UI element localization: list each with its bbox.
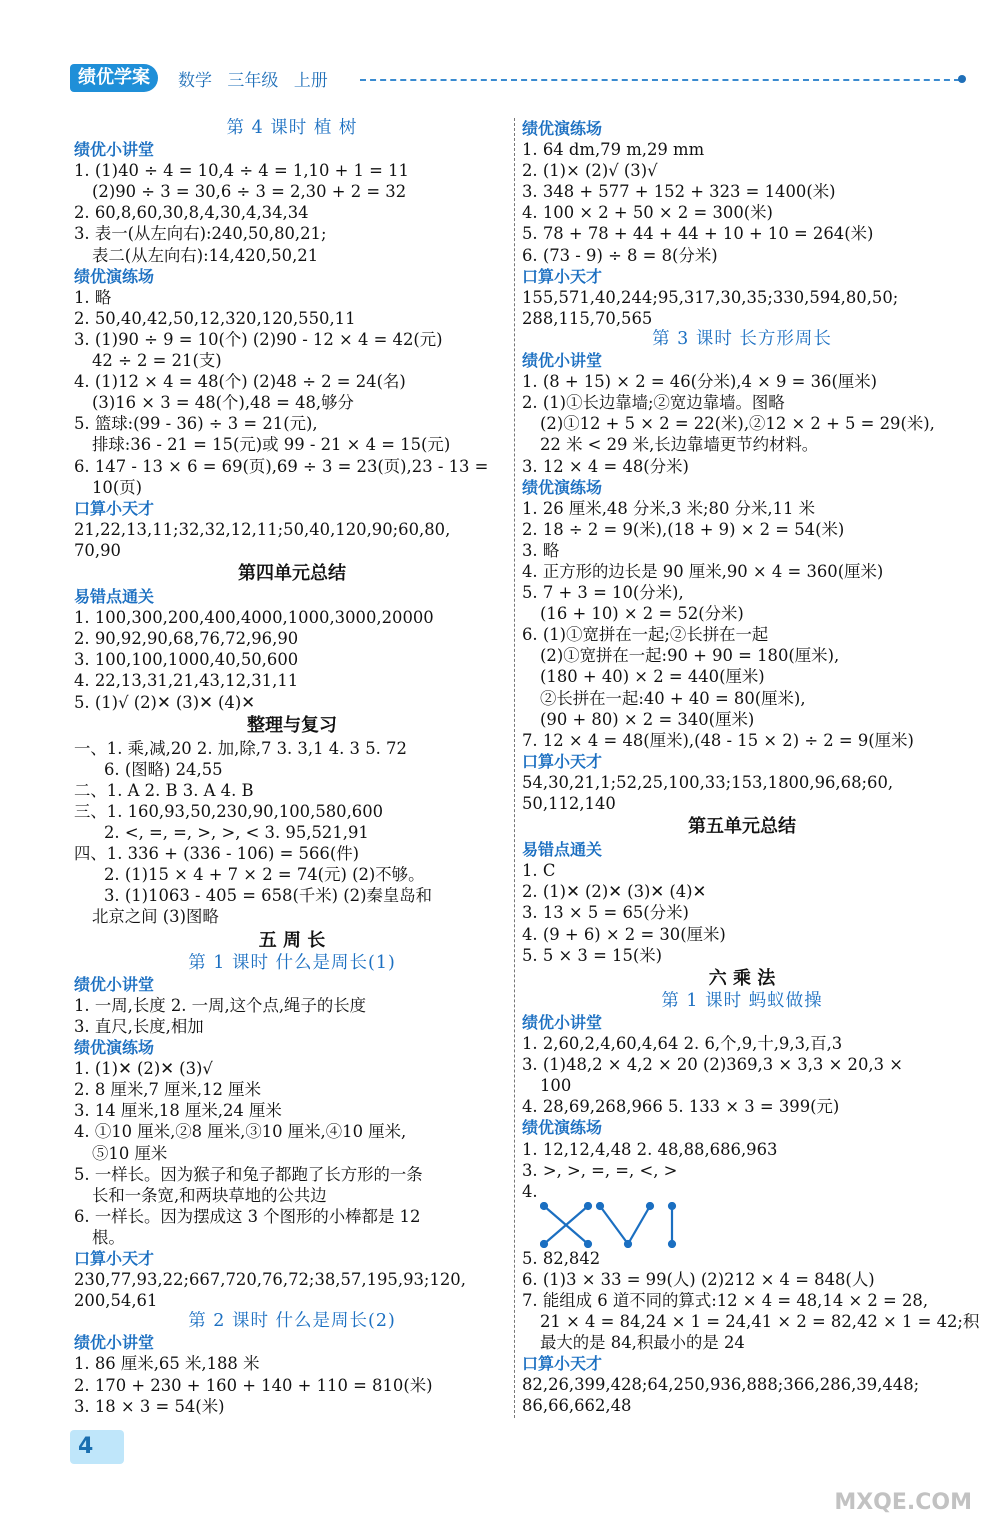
answer-line: 1. 12,12,4,48 2. 48,88,686,963 — [522, 1139, 778, 1159]
answer-line: 2. 8 厘米,7 厘米,12 厘米 — [74, 1080, 261, 1100]
section-heading: 绩优演练场 — [74, 1038, 155, 1058]
answer-line: 3. 100,100,1000,40,50,600 — [74, 650, 299, 670]
answer-line: 长和一条宽,和两块草地的公共边 — [92, 1185, 327, 1205]
answer-line: 2. 170 + 230 + 160 + 140 + 110 = 810(米) — [74, 1375, 433, 1395]
header-dashed-rule — [360, 79, 960, 81]
answer-line: 3. 直尺,长度,相加 — [74, 1016, 204, 1036]
unit-title: 五 周 长 — [258, 929, 326, 951]
answer-line: 2. 50,40,42,50,12,320,120,550,11 — [74, 308, 356, 328]
answer-line: 1. C — [522, 861, 556, 881]
answer-line: ⑤10 厘米 — [92, 1143, 168, 1163]
answer-line: 50,112,140 — [522, 794, 616, 813]
answer-line: (90 + 80) × 2 = 340(厘米) — [540, 709, 755, 729]
answer-line: 3. (1)48,2 × 4,2 × 20 (2)369,3 × 3,3 × 20,3 × — [522, 1055, 903, 1075]
unit-title: 第四单元总结 — [238, 562, 346, 584]
answer-line: 22 米 < 29 米,长边靠墙更节约材料。 — [540, 435, 819, 455]
unit-title: 第五单元总结 — [688, 816, 796, 838]
answer-line: 3. 表一(从左向右):240,50,80,21; — [74, 224, 327, 244]
section-heading: 绩优小讲堂 — [522, 1012, 603, 1032]
section-heading: 绩优演练场 — [74, 266, 155, 286]
answer-line: 2. 18 ÷ 2 = 9(米),(18 + 9) × 2 = 54(米) — [522, 519, 845, 539]
answer-line: (16 + 10) × 2 = 52(分米) — [540, 604, 744, 624]
answer-line: 86,66,662,48 — [522, 1396, 632, 1416]
lesson-title: 第 1 课时 蚂蚁做操 — [661, 990, 823, 1011]
answer-line: 6. (图略) 24,55 — [104, 759, 223, 779]
lesson-title: 第 3 课时 长方形周长 — [652, 328, 832, 349]
section-heading: 口算小天才 — [74, 498, 155, 518]
answer-line: 2. <, =, =, >, >, < 3. 95,521,91 — [104, 823, 369, 843]
column-divider — [514, 118, 515, 1418]
section-heading: 绩优小讲堂 — [522, 351, 603, 371]
answer-line: 5. 一样长。因为猴子和兔子都跑了长方形的一条 — [74, 1164, 423, 1184]
unit-title: 六 乘 法 — [708, 967, 776, 989]
answer-line: 1. 略 — [74, 287, 112, 307]
answer-line: 6. (1)3 × 33 = 99(人) (2)212 × 4 = 848(人) — [522, 1269, 875, 1289]
answer-line: 5. 7 + 3 = 10(分米), — [522, 583, 684, 603]
answer-line: 2. (1)✕ (2)✕ (3)✕ (4)✕ — [522, 882, 707, 902]
answer-line: 155,571,40,244;95,317,30,35;330,594,80,50; — [522, 287, 899, 307]
answer-line: 表二(从左向右):14,420,50,21 — [92, 245, 319, 265]
answer-line: (2)①12 + 5 × 2 = 22(米),②12 × 2 + 5 = 29(米), — [540, 414, 935, 434]
left-column — [74, 118, 510, 1417]
answer-line: 288,115,70,565 — [522, 308, 653, 328]
answer-line: 5. (1)√ (2)✕ (3)✕ (4)✕ — [74, 692, 255, 712]
page-header — [70, 62, 970, 96]
answer-line: (2)①宽拼在一起:90 + 90 = 180(厘米), — [540, 646, 840, 666]
answer-line: 100 — [540, 1076, 572, 1096]
matching-lines-icon — [540, 1202, 740, 1248]
answer-line: 1. 26 厘米,48 分米,3 米;80 分米,11 米 — [522, 498, 816, 518]
answer-line: 一、1. 乘,减,20 2. 加,除,7 3. 3,1 4. 3 5. 72 — [74, 738, 407, 758]
answer-line: 北京之间 (3)图略 — [92, 907, 219, 927]
answer-line-matching: 4. — [522, 1181, 538, 1201]
section-heading: 绩优演练场 — [522, 119, 603, 138]
answer-line: 3. (1)90 ÷ 9 = 10(个) (2)90 - 12 × 4 = 42(元) — [74, 329, 443, 349]
section-heading: 绩优演练场 — [522, 1118, 603, 1138]
section-heading: 易错点通关 — [74, 587, 155, 607]
section-heading: 口算小天才 — [522, 266, 603, 286]
answer-line: 1. 2,60,2,4,60,4,64 2. 6,个,9,十,9,3,百,3 — [522, 1034, 843, 1054]
answer-line: 3. 18 × 3 = 54(米) — [74, 1396, 225, 1416]
watermark: MXQE.COM — [834, 1490, 972, 1515]
answer-line: 排球:36 - 21 = 15(元)或 99 - 21 × 4 = 15(元) — [92, 435, 451, 455]
answer-line: 5. 78 + 78 + 44 + 44 + 10 + 10 = 264(米) — [522, 224, 874, 244]
answer-line: 230,77,93,22;667,720,76,72;38,57,195,93;120, — [74, 1270, 466, 1290]
answer-line: 6. 147 - 13 × 6 = 69(页),69 ÷ 3 = 23(页),23 - 13 = — [74, 456, 489, 476]
answer-line: (3)16 × 3 = 48(个),48 = 48,够分 — [92, 393, 354, 413]
section-heading: 绩优小讲堂 — [74, 974, 155, 994]
answer-line: 3. (1)1063 - 405 = 658(千米) (2)秦皇岛和 — [104, 886, 433, 906]
answer-line: 21,22,13,11;32,32,12,11;50,40,120,90;60,80, — [74, 519, 451, 539]
answer-line: 1. 64 dm,79 m,29 mm — [522, 140, 705, 160]
answer-line: (2)90 ÷ 3 = 30,6 ÷ 3 = 2,30 + 2 = 32 — [92, 182, 407, 202]
answer-line: (180 + 40) × 2 = 440(厘米) — [540, 667, 765, 687]
answer-line: 4. ①10 厘米,②8 厘米,③10 厘米,④10 厘米, — [74, 1122, 407, 1142]
answer-line: 5. 82,842 — [522, 1248, 601, 1268]
answer-line: 4. 28,69,268,966 5. 133 × 3 = 399(元) — [522, 1097, 840, 1117]
answer-line: 6. (73 - 9) ÷ 8 = 8(分米) — [522, 245, 718, 265]
answer-line: 1. (1)✕ (2)✕ (3)√ — [74, 1059, 213, 1079]
matching-diagram — [522, 1202, 962, 1248]
answer-line: 21 × 4 = 84,24 × 1 = 24,41 × 2 = 82,42 × 1 = 42;积 — [540, 1312, 980, 1332]
answer-line: 4. 22,13,31,21,43,12,31,11 — [74, 671, 299, 691]
answer-line: 10(页) — [92, 477, 143, 497]
answer-line: 7. 能组成 6 道不同的算式:12 × 4 = 48,14 × 2 = 28, — [522, 1290, 929, 1310]
answer-line: 三、1. 160,93,50,230,90,100,580,600 — [74, 802, 384, 821]
answer-line: 1. (1)40 ÷ 4 = 10,4 ÷ 4 = 1,10 + 1 = 11 — [74, 161, 409, 181]
answer-line: 二、1. A 2. B 3. A 4. B — [74, 780, 254, 800]
answer-line: 1. 一周,长度 2. 一周,这个点,绳子的长度 — [74, 995, 367, 1015]
answer-line: 1. (8 + 15) × 2 = 46(分米),4 × 9 = 36(厘米) — [522, 372, 878, 392]
header-dot-icon — [958, 75, 966, 83]
header-subject: 数学 — [178, 71, 212, 91]
answer-line: 6. 一样长。因为摆成这 3 个图形的小棒都是 12 — [74, 1206, 421, 1226]
answer-line: 4. (1)12 × 4 = 48(个) (2)48 ÷ 2 = 24(名) — [74, 372, 406, 392]
answer-line: 2. 60,8,60,30,8,4,30,4,34,34 — [74, 203, 309, 223]
answer-line: 四、1. 336 + (336 - 106) = 566(件) — [74, 844, 360, 864]
lesson-title: 第 4 课时 植 树 — [226, 118, 358, 138]
section-heading: 易错点通关 — [522, 840, 603, 860]
answer-line: 最大的是 84,积最小的是 24 — [540, 1333, 745, 1353]
answer-line: 根。 — [92, 1227, 125, 1247]
section-heading: 口算小天才 — [74, 1248, 155, 1268]
answer-line: 1. 86 厘米,65 米,188 米 — [74, 1354, 260, 1374]
header-grade: 三年级 — [227, 71, 279, 91]
answer-line: 54,30,21,1;52,25,100,33;153,1800,96,68;60, — [522, 772, 894, 792]
answer-line: 3. 348 + 577 + 152 + 323 = 1400(米) — [522, 182, 836, 202]
answer-line: 4. 正方形的边长是 90 厘米,90 × 4 = 360(厘米) — [522, 561, 884, 581]
header-info — [178, 66, 328, 91]
answer-line: 42 ÷ 2 = 21(支) — [92, 351, 222, 371]
section-heading: 口算小天才 — [522, 1354, 603, 1374]
brand-logo: 绩优学案 — [70, 64, 158, 92]
answer-line: 2. 90,92,90,68,76,72,96,90 — [74, 629, 299, 649]
page-number: 4 — [70, 1430, 124, 1464]
answer-line: 5. 5 × 3 = 15(米) — [522, 945, 663, 965]
answer-line: 6. (1)①宽拼在一起;②长拼在一起 — [522, 625, 769, 645]
answer-line: 7. 12 × 4 = 48(厘米),(48 - 15 × 2) ÷ 2 = 9(厘米) — [522, 730, 914, 750]
answer-line: ②长拼在一起:40 + 40 = 80(厘米), — [540, 688, 806, 708]
section-heading: 口算小天才 — [522, 751, 603, 771]
section-heading: 绩优小讲堂 — [74, 140, 155, 160]
answer-line: 3. 略 — [522, 540, 560, 560]
lesson-title: 第 1 课时 什么是周长(1) — [188, 952, 396, 973]
answer-line: 2. (1)15 × 4 + 7 × 2 = 74(元) (2)不够。 — [104, 865, 425, 885]
answer-line: 3. 14 厘米,18 厘米,24 厘米 — [74, 1101, 282, 1121]
section-heading: 绩优小讲堂 — [74, 1333, 155, 1353]
unit-title: 整理与复习 — [247, 714, 337, 736]
answer-line: 82,26,399,428;64,250,936,888;366,286,39,448; — [522, 1375, 920, 1395]
right-column — [522, 118, 980, 1417]
lesson-title: 第 2 课时 什么是周长(2) — [188, 1311, 396, 1332]
answer-line: 4. 100 × 2 + 50 × 2 = 300(米) — [522, 203, 773, 223]
answer-line: 2. (1)× (2)√ (3)√ — [522, 161, 658, 181]
section-heading: 绩优演练场 — [522, 477, 603, 497]
answer-line: 3. 12 × 4 = 48(分米) — [522, 456, 689, 476]
answer-line: 200,54,61 — [74, 1291, 158, 1311]
header-volume: 上册 — [293, 71, 328, 91]
answer-line: 2. (1)①长边靠墙;②宽边靠墙。图略 — [522, 393, 785, 413]
answer-line: 1. 100,300,200,400,4000,1000,3000,20000 — [74, 608, 434, 628]
answer-line: 5. 篮球:(99 - 36) ÷ 3 = 21(元), — [74, 414, 318, 434]
answer-line: 70,90 — [74, 540, 121, 560]
answer-line: 3. 13 × 5 = 65(分米) — [522, 903, 689, 923]
answer-line: 4. (9 + 6) × 2 = 30(厘米) — [522, 924, 726, 944]
answer-line: 3. >, >, =, =, <, > — [522, 1160, 678, 1180]
